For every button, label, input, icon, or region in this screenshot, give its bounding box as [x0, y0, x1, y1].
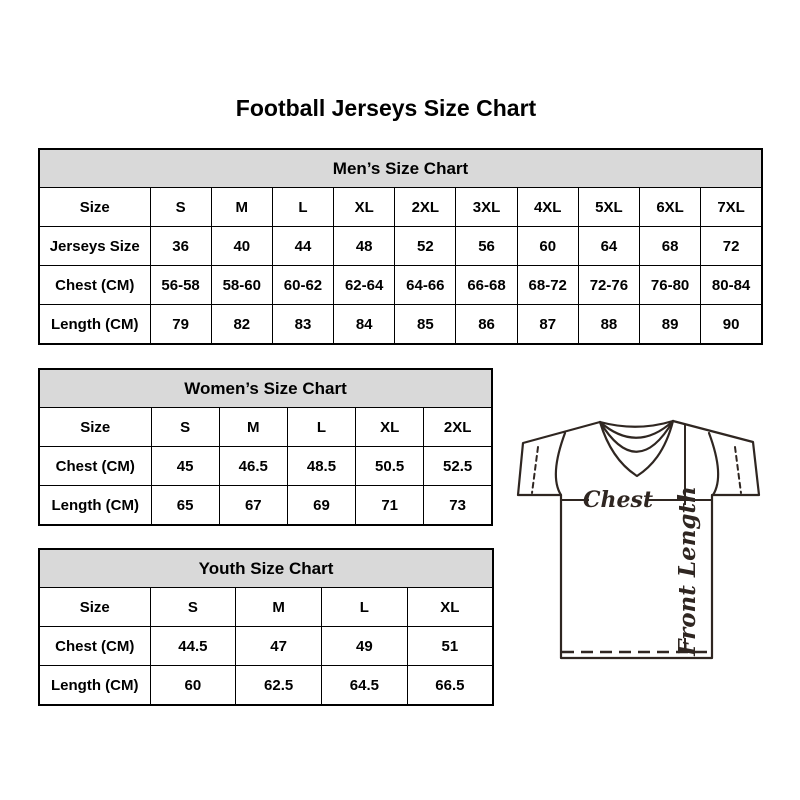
value-cell: 50.5	[356, 447, 424, 486]
table-row	[39, 666, 493, 706]
left-sleeve-seam	[556, 433, 565, 495]
value-cell: 7XL	[701, 188, 762, 227]
value-cell: 40	[211, 227, 272, 266]
value-cell: 72	[701, 227, 762, 266]
value-cell: 68	[640, 227, 701, 266]
row-label-cell: Size	[39, 408, 151, 447]
chest-label: Chest	[582, 487, 654, 513]
value-cell: 44.5	[150, 627, 236, 666]
value-cell: 64-66	[395, 266, 456, 305]
value-cell: 48	[334, 227, 395, 266]
value-cell: L	[272, 188, 333, 227]
table-row	[39, 447, 492, 486]
jersey-diagram	[509, 414, 765, 662]
value-cell: 83	[272, 305, 333, 345]
value-cell: 79	[150, 305, 211, 345]
value-cell: 45	[151, 447, 219, 486]
value-cell: 65	[151, 486, 219, 526]
row-label-cell: Length (CM)	[39, 486, 151, 526]
womens-size-table	[38, 368, 493, 526]
row-label-cell: Chest (CM)	[39, 447, 151, 486]
value-cell: L	[322, 588, 408, 627]
womens-table-header-row	[39, 369, 492, 408]
value-cell: 89	[640, 305, 701, 345]
value-cell: 87	[517, 305, 578, 345]
value-cell: 80-84	[701, 266, 762, 305]
value-cell: 6XL	[640, 188, 701, 227]
value-cell: 88	[578, 305, 639, 345]
value-cell: 52	[395, 227, 456, 266]
youth-table-header-row	[39, 549, 493, 588]
table-row	[39, 588, 493, 627]
value-cell: XL	[356, 408, 424, 447]
value-cell: 64.5	[322, 666, 408, 706]
value-cell: 66.5	[407, 666, 493, 706]
row-label-cell: Size	[39, 188, 150, 227]
row-label-cell: Length (CM)	[39, 305, 150, 345]
jersey-outline	[518, 421, 759, 658]
table-row	[39, 305, 762, 345]
value-cell: 84	[334, 305, 395, 345]
value-cell: 2XL	[424, 408, 492, 447]
value-cell: 49	[322, 627, 408, 666]
left-cuff-dashed-line	[532, 447, 538, 493]
value-cell: 46.5	[219, 447, 287, 486]
row-label-cell: Size	[39, 588, 150, 627]
value-cell: 60-62	[272, 266, 333, 305]
value-cell: L	[287, 408, 355, 447]
right-cuff-dashed-line	[735, 447, 741, 493]
table-row	[39, 486, 492, 526]
value-cell: 48.5	[287, 447, 355, 486]
youth-table-header: Youth Size Chart	[39, 549, 493, 588]
value-cell: 51	[407, 627, 493, 666]
right-sleeve-seam	[709, 433, 718, 495]
value-cell: 62.5	[236, 666, 322, 706]
value-cell: S	[151, 408, 219, 447]
value-cell: 44	[272, 227, 333, 266]
value-cell: S	[150, 188, 211, 227]
row-label-cell: Jerseys Size	[39, 227, 150, 266]
value-cell: 69	[287, 486, 355, 526]
table-row	[39, 188, 762, 227]
value-cell: 73	[424, 486, 492, 526]
value-cell: 36	[150, 227, 211, 266]
value-cell: 3XL	[456, 188, 517, 227]
value-cell: 52.5	[424, 447, 492, 486]
value-cell: 66-68	[456, 266, 517, 305]
value-cell: 58-60	[211, 266, 272, 305]
mens-table-header-row	[39, 149, 762, 188]
value-cell: M	[211, 188, 272, 227]
value-cell: S	[150, 588, 236, 627]
value-cell: 72-76	[578, 266, 639, 305]
value-cell: 71	[356, 486, 424, 526]
youth-size-table	[38, 548, 494, 706]
mens-size-table	[38, 148, 763, 345]
front-length-label: Front Length	[674, 486, 701, 656]
table-row	[39, 627, 493, 666]
value-cell: M	[219, 408, 287, 447]
row-label-cell: Chest (CM)	[39, 627, 150, 666]
value-cell: 56	[456, 227, 517, 266]
value-cell: 85	[395, 305, 456, 345]
value-cell: 62-64	[334, 266, 395, 305]
value-cell: 47	[236, 627, 322, 666]
value-cell: 60	[150, 666, 236, 706]
row-label-cell: Length (CM)	[39, 666, 150, 706]
table-row	[39, 408, 492, 447]
value-cell: M	[236, 588, 322, 627]
value-cell: 90	[701, 305, 762, 345]
value-cell: 56-58	[150, 266, 211, 305]
value-cell: 4XL	[517, 188, 578, 227]
value-cell: 67	[219, 486, 287, 526]
value-cell: 82	[211, 305, 272, 345]
value-cell: 60	[517, 227, 578, 266]
value-cell: XL	[407, 588, 493, 627]
row-label-cell: Chest (CM)	[39, 266, 150, 305]
mens-table-header: Men’s Size Chart	[39, 149, 762, 188]
value-cell: 2XL	[395, 188, 456, 227]
value-cell: 86	[456, 305, 517, 345]
value-cell: XL	[334, 188, 395, 227]
value-cell: 68-72	[517, 266, 578, 305]
value-cell: 76-80	[640, 266, 701, 305]
table-row	[39, 266, 762, 305]
page-title: Football Jerseys Size Chart	[235, 95, 537, 121]
value-cell: 64	[578, 227, 639, 266]
womens-table-header: Women’s Size Chart	[39, 369, 492, 408]
value-cell: 5XL	[578, 188, 639, 227]
table-row	[39, 227, 762, 266]
